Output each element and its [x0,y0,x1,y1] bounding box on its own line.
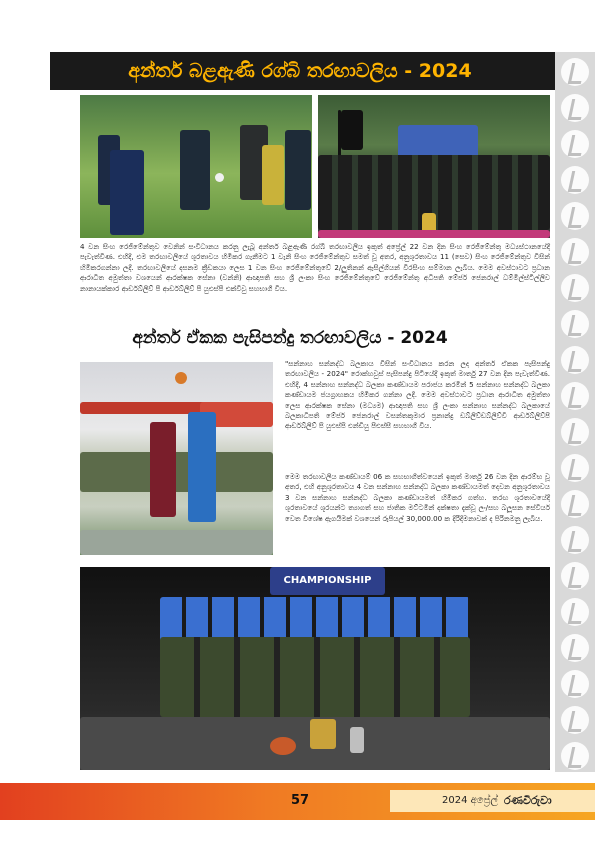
archer-icon [561,634,589,662]
trophy [310,719,336,749]
runner-icon [561,166,589,194]
runner-icon [561,418,589,446]
page-title: අන්තර් බළඇණි රග්බි තරඟාවලිය - 2024 [128,60,472,82]
issue-date: 2024 අප්‍රේල් [442,795,498,806]
article-basketball-text-2: මෙම තරඟාවලිය කණ්ඩායම් 06 ක සහභාගීත්වයෙන් ඉකුත් මාර්තු 26 වන දින ආරම්භ වූ අතර, එහි අනුශූරතාවය 4 වන සන්නාහ සන්නද්ධ බලකා කණ්ඩායමත් දෙවන අනුශූරතාවය 3 වන සන්නාහ සන්නද්ධ බලකා කණ්ඩායමත් හිමිකර ගත්හ. තරඟ ශූරතාවයේදී ශූරතාවයේ ශූරයන්ට ත්‍යාගත් සහ ජාතික මට්ටමින් දක්ෂතා දැක්වූ ලං/සහ බලූසන සේවියර් වෙත විශේෂ ඇගයීමක් වශයෙන් රුපියල් 30,000.00 ක දිරිදීමනාවක් ද පිරිනමනු ලැබීය. [285,472,550,523]
jumper-icon [561,346,589,374]
swimmer-icon [561,706,589,734]
court-floor [80,530,273,555]
magazine-name: රණවිරුවා [504,794,552,807]
trophy [350,727,364,753]
wrestler-icon [561,490,589,518]
player-figure [285,130,311,210]
weightlifter-icon [561,130,589,158]
page-number: 57 [290,793,310,808]
player-blue-figure [188,412,216,522]
archer-icon [561,274,589,302]
gymnast-icon [561,526,589,554]
article-basketball-text-1: "සන්නාහ සන්නද්ධ බලකාය විසින් සංවිධානය කරන ලද අන්තර් ඒකක පැසිපන්දු තරඟාවලිය - 2024" රොක්හවුස් පැසිපන්දු පිටියේදී ඉකුත් මාර්තු 27 වන දින පැවැත්විණ. එහිදී, 4 සන්නාහ සන්නද්ධ බලකා කණ්ඩායම පරාජය කරමින් 5 සන්නාහ සන්නද්ධ බලකා කණ්ඩායම ජයග්‍රාහකය හිමිකර ගන්නා ලදී. මෙම අවස්ථාවට ප්‍රධාන ආරාධිත අමුත්තා ලෙස ආරක්ෂක සේනා (මධ්‍යම) ආඥාපති සහ ශ්‍රී ලංකා සන්නාහ සන්නද්ධ බලකායේ බලකාධිපති මේජර් ජෙනරාල් වසන්තකුමාර ප්‍රනාන්දු ඩබ්ලිව්ඩබ්ලිව්වී ආර්ඩබ්ලිව්පී ආර්ඩබ්ලිව් පී යුඑස්පී එන්ඩියු පීඑස්සී සහභාගී විය. [285,359,550,431]
athlete-icon [561,562,589,590]
athlete-icon [561,94,589,122]
award-ceremony-photo [318,95,550,238]
runner-icon [561,670,589,698]
player-figure [180,130,210,210]
stage-carpet [318,230,550,238]
player-figure [110,150,144,235]
basketball-match-photo [80,362,273,555]
seated-officers [160,637,470,717]
swimmer-icon [561,310,589,338]
boxer-icon [561,202,589,230]
swimmer-icon [561,58,589,86]
cyclist-icon [561,598,589,626]
rugby-ball [215,173,224,182]
spectators [80,452,273,492]
shooter-icon [561,454,589,482]
rugby-match-photo [80,95,312,238]
sports-icon-strip [555,52,595,772]
fencer-icon [561,382,589,410]
player-red-figure [150,422,176,517]
jumper-icon [561,742,589,770]
cyclist-icon [561,238,589,266]
section-title: අන්තර් ඒකක පැසිපන්දු තරඟාවලිය - 2024 [132,328,448,348]
article-rugby-text: 4 වන සිංහ රෙජිමේන්තුව වෙනින් සංවිධානය කරනු ලැබූ අන්තර් බළඇණි රග්බි තරඟාවලිය ඉකුත් අප්‍රේල් 22 වන දින සිංහ රෙජිමේන්තු මධ්‍යස්ථානයේදී පැවැත්විණ. එහිදී, එම තරඟාවලියේ ශූරතාවය හිමිකර ගැනීමට 1 වැනි සිංහ රෙජිමේන්තුව සමත් වූ අතර, අනුශූරතාවය 11 (සෙව) සිංහ රෙජිමේන්තුව විසින් හිමිකරගන්නා ලදී. තරඟාවලියේ දසනම ක්‍රීඩකයා ලෙස 1 වන සිංහ රෙජිමේන්තුවේ 2/ලුතිනන් ඇසිල්ගියන් විරසිංහ සම්මාන ලැබීය. මෙම අවස්ථාවට ප්‍රධාන ආරාධිත අමුත්තා වශයෙන් ආරක්ෂක සේනා (වන්නි) ආඥාපති සහ ශ්‍රී ලංකා සිංහ රෙජිමේන්තුවේ රෙජිමේන්තු අධිපති මේජර් ජෙනරාල් ධම්මිල්ස්ටිල්ලිව නානායක්කාර ආර්ඩබ්ලිව් පී ආර්ඩබ්ලිව් පී යුඑස්පී එක්විවු සහභාගී විය. [80,242,550,293]
basketball [175,372,187,384]
flag [341,110,363,150]
basketball-team-photo [80,567,550,770]
championship-banner-text: CHAMPIONSHIP [283,575,372,586]
basketball [270,737,296,755]
player-figure [262,145,284,205]
